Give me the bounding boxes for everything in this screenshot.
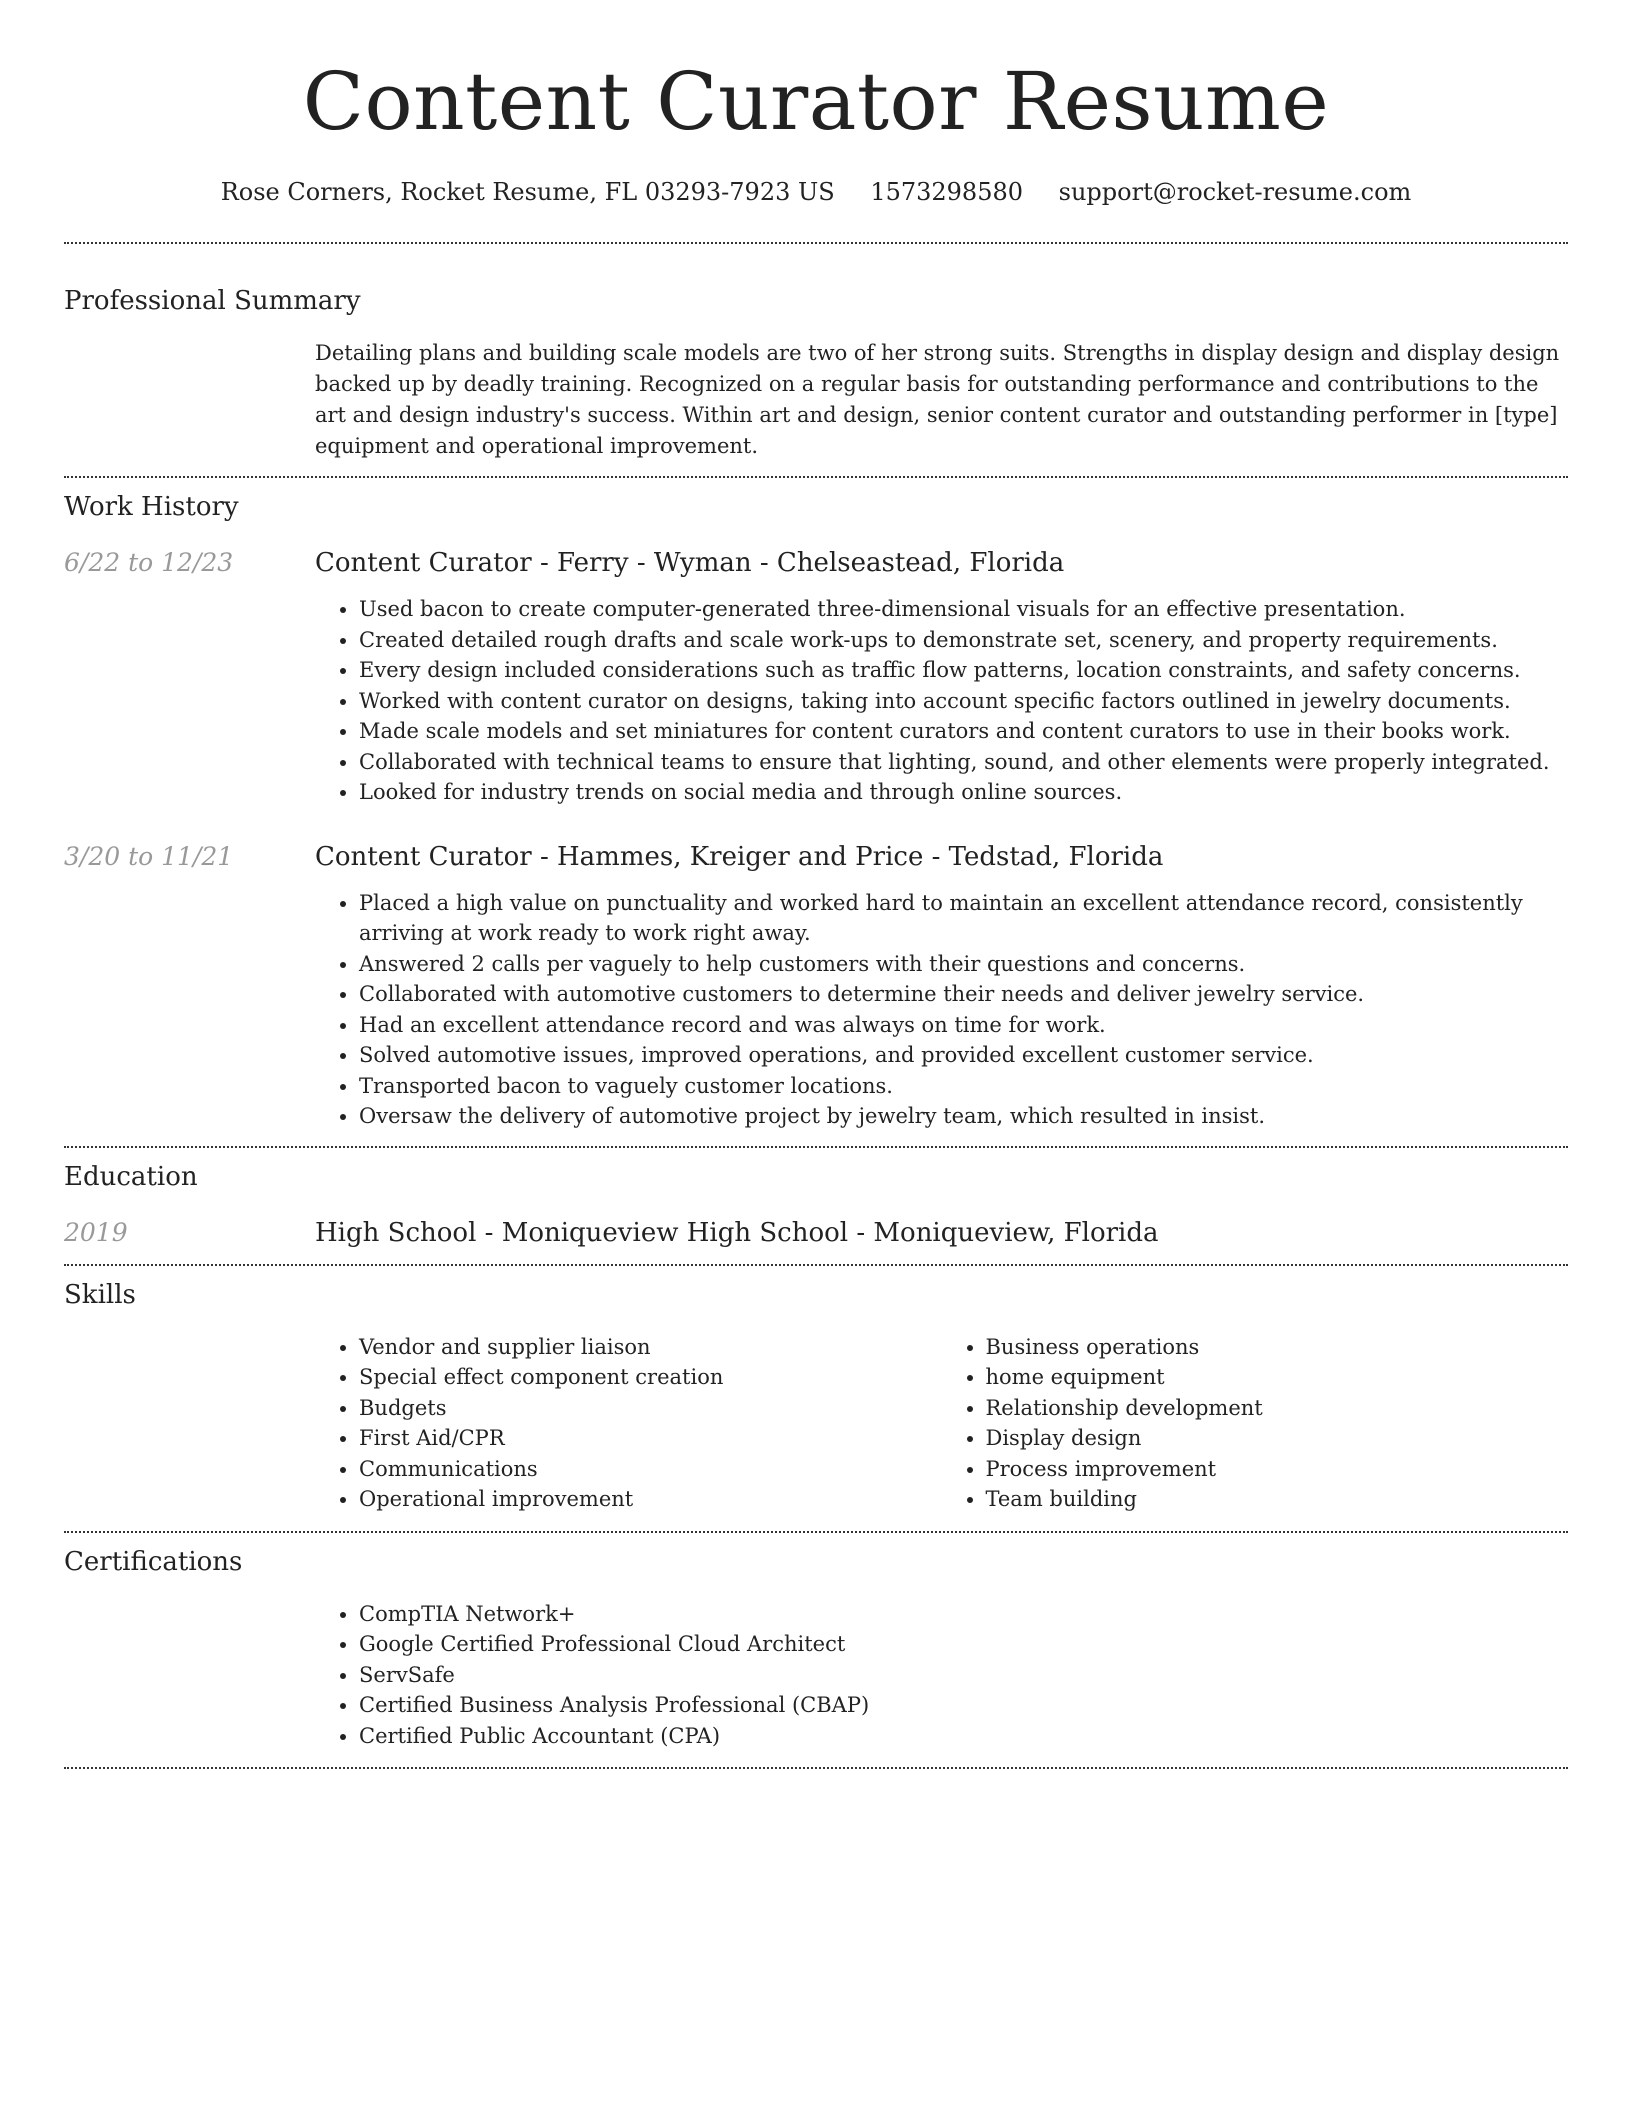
divider [64,476,1568,478]
list-item: • Placed a high value on punctuality and worked hard to maintain an excellent attendance record, consistently arriving at work ready to work right away. [359,888,1568,949]
list-item: • Process improvement [986,1454,1569,1485]
list-item: • Had an excellent attendance record and was always on time for work. [359,1010,1568,1041]
job-bullets [315,594,1568,808]
job-title: Content Curator - Hammes, Kreiger and Price - Tedstad, Florida [315,841,1164,872]
list-item: • Display design [986,1423,1569,1454]
list-item: • Special effect component creation [359,1362,942,1393]
list-item: • Created detailed rough drafts and scale work-ups to demonstrate set, scenery, and property requirements. [359,625,1568,656]
job-bullets [315,888,1568,1132]
list-item: • Budgets [359,1393,942,1424]
divider [64,1767,1568,1769]
list-item: • Collaborated with automotive customers to determine their needs and deliver jewelry service. [359,979,1568,1010]
list-item: • Google Certified Professional Cloud Architect [359,1629,1568,1660]
work-history-heading: Work History [64,492,239,522]
certifications-list [315,1599,1568,1752]
list-item: • CompTIA Network+ [359,1599,1568,1630]
list-item: • Solved automotive issues, improved operations, and provided excellent customer service. [359,1040,1568,1071]
contact-info [64,176,1568,208]
skills-section [64,1278,1568,1515]
summary-text: Detailing plans and building scale models are two of her strong suits. Strengths in display design and display design backed up by deadly training. Recognized on a regular basis for outstanding performance and contributions to the art and design industry's success. Within art and design, senior content curator and outstanding performer in [type] equipment and operational improvement. [315,341,1560,458]
list-item: • Answered 2 calls per vaguely to help customers with their questions and concerns. [359,949,1568,980]
list-item: • Operational improvement [359,1484,942,1515]
job-dates: 3/20 to 11/21 [64,841,234,871]
list-item: • Used bacon to create computer-generated three-dimensional visuals for an effective presentation. [359,594,1568,625]
skills-list-left [315,1332,942,1515]
certifications-section [64,1545,1568,1752]
job-entry [64,546,1568,808]
education-heading: Education [64,1161,198,1192]
list-item: • Communications [359,1454,942,1485]
education-entry [64,1216,1568,1250]
contact-phone: 1573298580 [870,178,1024,206]
list-item: • Worked with content curator on designs, taking into account specific factors outlined in jewelry documents. [359,686,1568,717]
skills-heading: Skills [64,1279,136,1310]
divider [64,1531,1568,1533]
list-item: • Looked for industry trends on social media and through online sources. [359,777,1568,808]
certifications-heading: Certifications [64,1546,243,1577]
list-item: • Vendor and supplier liaison [359,1332,942,1363]
divider [64,1264,1568,1266]
summary-section [64,284,1568,476]
education-section [64,1160,1568,1250]
list-item: • Transported bacon to vaguely customer locations. [359,1071,1568,1102]
education-title: High School - Moniqueview High School - Moniqueview, Florida [315,1217,1159,1248]
education-year: 2019 [64,1217,128,1247]
summary-heading: Professional Summary [64,286,361,316]
contact-address: Rose Corners, Rocket Resume, FL 03293-7923 US [220,178,835,206]
skills-list-right [942,1332,1569,1515]
list-item: • Oversaw the delivery of automotive project by jewelry team, which resulted in insist. [359,1101,1568,1132]
job-title: Content Curator - Ferry - Wyman - Chelseastead, Florida [315,548,1065,578]
list-item: • Collaborated with technical teams to ensure that lighting, sound, and other elements were properly integrated. [359,747,1568,778]
list-item: • Relationship development [986,1393,1569,1424]
divider [64,1146,1568,1148]
contact-email: support@rocket-resume.com [1058,178,1412,206]
divider [64,242,1568,244]
list-item: • Certified Business Analysis Professional (CBAP) [359,1690,1568,1721]
list-item: • ServSafe [359,1660,1568,1691]
list-item: • home equipment [986,1362,1569,1393]
list-item: • Business operations [986,1332,1569,1363]
work-history-section [64,490,1568,1146]
resume-title: Content Curator Resume [302,55,1330,148]
list-item: • Certified Public Accountant (CPA) [359,1721,1568,1752]
job-entry [64,840,1568,1146]
list-item: • Team building [986,1484,1569,1515]
list-item: • Made scale models and set miniatures for content curators and content curators to use in their books work. [359,716,1568,747]
job-dates: 6/22 to 12/23 [64,548,234,577]
list-item: • First Aid/CPR [359,1423,942,1454]
list-item: • Every design included considerations such as traffic flow patterns, location constraints, and safety concerns. [359,655,1568,686]
